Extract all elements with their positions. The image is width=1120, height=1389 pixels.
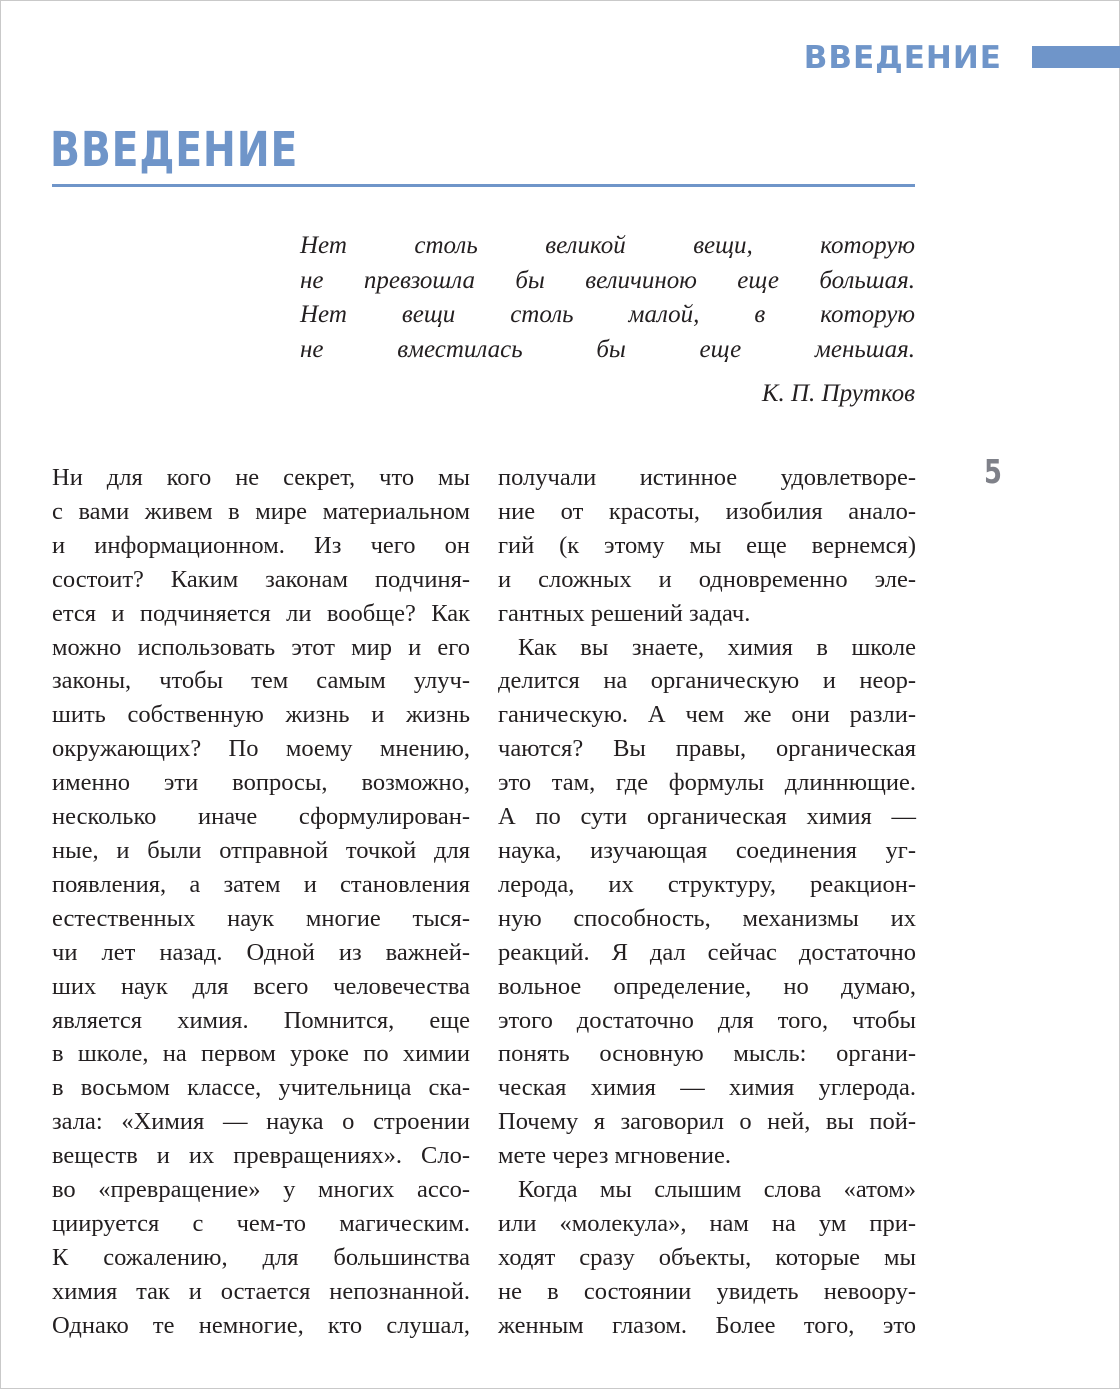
text-line: не в состоянии увидеть невоору-	[498, 1277, 916, 1305]
text-line: с вами живем в мире материальном	[52, 497, 470, 525]
epigraph-line: Нет столь великой вещи, которую	[300, 232, 915, 259]
text-line: Однако те немногие, кто слушал,	[52, 1311, 470, 1339]
text-line: ганическую. А чем же они разли-	[498, 701, 916, 729]
text-line: реакций. Я дал сейчас достаточно	[498, 938, 916, 966]
text-line: ные, и были отправной точкой для	[52, 836, 470, 864]
text-line: А по сути органическая химия —	[498, 803, 916, 831]
right-column	[498, 461, 916, 1343]
text-line: К сожалению, для большинства	[52, 1243, 470, 1271]
text-line: шить собственную жизнь и жизнь	[52, 701, 470, 729]
text-line: состоит? Каким законам подчиня-	[52, 565, 470, 593]
epigraph	[300, 229, 915, 412]
text-line: ется и подчиняется ли вообще? Как	[52, 599, 470, 627]
epigraph-line: не превзошла бы величиною еще большая.	[300, 266, 915, 294]
text-line: в восьмом классе, учительница ска-	[52, 1074, 470, 1102]
text-line: чи лет назад. Одной из важней-	[52, 938, 470, 966]
title-rule	[52, 184, 915, 187]
text-line: женным глазом. Более того, это	[498, 1311, 916, 1339]
text-line: можно использовать этот мир и его	[52, 633, 470, 661]
text-line: Ни для кого не секрет, что мы	[52, 464, 470, 491]
text-line: законы, чтобы тем самым улуч-	[52, 667, 470, 695]
text-line: этого достаточно для того, чтобы	[498, 1006, 916, 1034]
text-line: веществ и их превращениях». Сло-	[52, 1142, 470, 1170]
text-line: Когда мы слышим слова «атом»	[518, 1176, 916, 1204]
text-line: понять основную мысль: органи-	[498, 1040, 916, 1068]
text-line: именно эти вопросы, возможно,	[52, 769, 470, 797]
text-line: естественных наук многие тыся-	[52, 904, 470, 932]
text-line: вольное определение, но думаю,	[498, 972, 916, 1000]
text-line: чаются? Вы правы, органическая	[498, 735, 916, 763]
running-head: ВВЕДЕНИЕ	[803, 40, 1002, 76]
text-line: ших наук для всего человечества	[52, 972, 470, 1000]
page-number: 5	[984, 452, 1002, 491]
text-line: Как вы знаете, химия в школе	[518, 633, 916, 661]
text-line: и информационном. Из чего он	[52, 531, 470, 559]
text-line: лерода, их структуру, реакцион-	[498, 870, 916, 898]
text-line: ную способность, механизмы их	[498, 904, 916, 932]
text-line: химия так и остается непознанной.	[52, 1277, 470, 1305]
epigraph-line: Нет вещи столь малой, в которую	[300, 301, 915, 328]
text-line: наука, изучающая соединения уг-	[498, 836, 916, 864]
text-line: это там, где формулы длиннющие.	[498, 769, 916, 797]
epigraph-author: К. П. Прутков	[761, 380, 915, 407]
text-line: циируется с чем-то магическим.	[52, 1209, 470, 1237]
text-line: несколько иначе сформулирован-	[52, 803, 470, 831]
text-line: гантных решений задач.	[498, 599, 751, 627]
text-line: гий (к этому мы еще вернемся)	[498, 531, 916, 559]
epigraph-line: не вместилась бы еще меньшая.	[300, 335, 915, 363]
text-line: делится на органическую и неор-	[498, 667, 916, 695]
left-column	[52, 461, 470, 1343]
text-line: во «превращение» у многих ассо-	[52, 1176, 470, 1204]
text-line: зала: «Химия — наука о строении	[52, 1108, 470, 1136]
text-line: окружающих? По моему мнению,	[52, 735, 470, 763]
text-line: ние от красоты, изобилия анало-	[498, 497, 916, 525]
text-line: Почему я заговорил о ней, вы пой-	[498, 1108, 916, 1136]
text-line: является химия. Помнится, еще	[52, 1006, 470, 1034]
text-line: получали истинное удовлетворе-	[498, 464, 916, 491]
text-line: и сложных и одновременно эле-	[498, 565, 916, 593]
text-line: в школе, на первом уроке по химии	[52, 1040, 470, 1068]
text-line: или «молекула», нам на ум при-	[498, 1209, 916, 1237]
text-line: мете через мгновение.	[498, 1142, 731, 1170]
chapter-title: ВВЕДЕНИЕ	[50, 122, 299, 178]
text-line: ческая химия — химия углерода.	[498, 1074, 916, 1102]
running-head-bar	[1032, 46, 1120, 68]
text-line: появления, а затем и становления	[52, 870, 470, 898]
text-line: ходят сразу объекты, которые мы	[498, 1243, 916, 1271]
